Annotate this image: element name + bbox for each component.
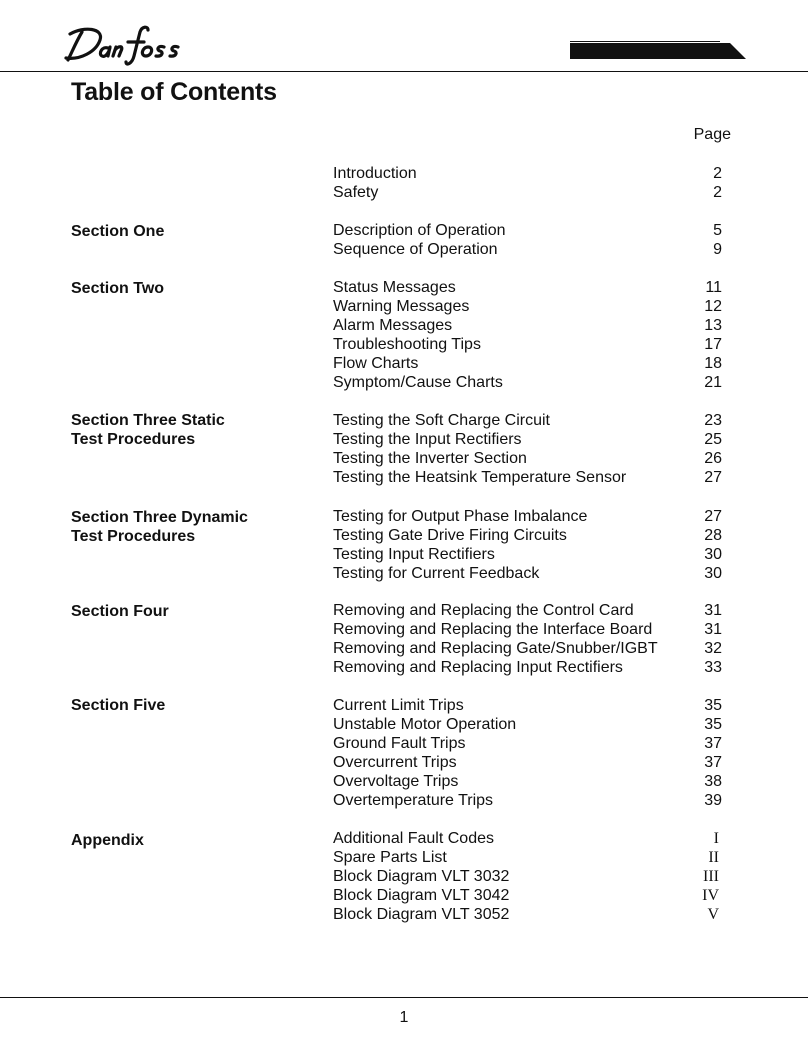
toc-entry <box>0 373 808 392</box>
footer-page-number: 1 <box>399 1009 409 1026</box>
toc-entry-page: II <box>708 849 719 866</box>
toc-entry-page: I <box>713 830 719 847</box>
toc-entry-page: III <box>703 868 719 885</box>
section-label-line: Section One <box>71 223 165 240</box>
toc-entry <box>0 240 808 259</box>
toc-entry-page: 26 <box>704 450 722 467</box>
toc-entry <box>0 658 808 677</box>
toc-entry <box>0 278 808 297</box>
section-label-line: Section Three Static <box>71 412 225 429</box>
toc-entry-page: 32 <box>704 640 722 657</box>
toc-entry-title: Testing Gate Drive Firing Circuits <box>333 527 567 544</box>
toc-entry <box>0 545 808 564</box>
toc-entry <box>0 316 808 335</box>
toc-entry <box>0 335 808 354</box>
toc-entry-title: Alarm Messages <box>333 317 453 334</box>
toc-entry-page: IV <box>702 887 719 904</box>
toc-entry-title: Block Diagram VLT 3042 <box>333 887 510 904</box>
section-label-line: Test Procedures <box>71 528 196 545</box>
toc-entry-title: Safety <box>333 184 379 201</box>
toc-entry <box>0 354 808 373</box>
toc-entry <box>0 715 808 734</box>
toc-entry-page: 37 <box>704 735 722 752</box>
section-label-line: Test Procedures <box>71 431 196 448</box>
toc-entry-page: 30 <box>704 546 722 563</box>
toc-entry-page: 38 <box>704 773 722 790</box>
toc-entry <box>0 696 808 715</box>
toc-entry <box>0 526 808 545</box>
toc-entry-page: 35 <box>704 697 722 714</box>
toc-entry-page: 18 <box>704 355 722 372</box>
toc-entry-title: Status Messages <box>333 279 456 296</box>
toc-entry-title: Ground Fault Trips <box>333 735 466 752</box>
toc-entry-title: Testing the Inverter Section <box>333 450 527 467</box>
toc-entry-title: Sequence of Operation <box>333 241 498 258</box>
toc-entry-page: V <box>707 906 719 923</box>
toc-entry-page: 31 <box>704 621 722 638</box>
toc-entry-page: 17 <box>704 336 722 353</box>
toc-entry-title: Testing the Soft Charge Circuit <box>333 412 550 429</box>
section-label-line: Section Four <box>71 603 169 620</box>
toc-entry-page: 30 <box>704 565 722 582</box>
section-label-line: Section Two <box>71 280 165 297</box>
toc-entry-page: 23 <box>704 412 722 429</box>
toc-entry <box>0 848 808 867</box>
section-label-line: Section Five <box>71 697 166 714</box>
toc-entry <box>0 601 808 620</box>
toc-entry-page: 2 <box>713 184 722 201</box>
toc-entry-title: Overtemperature Trips <box>333 792 494 809</box>
toc-entry-title: Testing the Input Rectifiers <box>333 431 522 448</box>
toc-entry-page: 25 <box>704 431 722 448</box>
toc-entry <box>0 221 808 240</box>
toc-entry <box>0 468 808 487</box>
toc-entry-page: 33 <box>704 659 722 676</box>
toc-entry-title: Flow Charts <box>333 355 419 372</box>
page-title: Table of Contents <box>71 78 277 106</box>
toc-entry-page: 9 <box>713 241 722 258</box>
toc-entry-title: Removing and Replacing Gate/Snubber/IGBT <box>333 640 658 657</box>
toc-entry-page: 37 <box>704 754 722 771</box>
toc-entry-page: 39 <box>704 792 722 809</box>
toc-entry-title: Testing the Heatsink Temperature Sensor <box>333 469 627 486</box>
page-column-header: Page <box>693 126 731 143</box>
toc-entry <box>0 639 808 658</box>
toc-entry-title: Removing and Replacing the Interface Board <box>333 621 653 638</box>
toc-entry-page: 13 <box>704 317 722 334</box>
toc-entry <box>0 791 808 810</box>
toc-entry-title: Block Diagram VLT 3052 <box>333 906 510 923</box>
toc-entry-title: Troubleshooting Tips <box>333 336 481 353</box>
toc-entry <box>0 829 808 848</box>
toc-entry <box>0 411 808 430</box>
toc-entry-title: Warning Messages <box>333 298 470 315</box>
toc-entry <box>0 183 808 202</box>
toc-entry-title: Testing for Output Phase Imbalance <box>333 508 588 525</box>
toc-entry <box>0 753 808 772</box>
toc-entry <box>0 772 808 791</box>
toc-entry-title: Symptom/Cause Charts <box>333 374 503 391</box>
toc-entry-title: Overcurrent Trips <box>333 754 457 771</box>
toc-entry-title: Spare Parts List <box>333 849 447 866</box>
toc-entry <box>0 430 808 449</box>
toc-entry <box>0 905 808 924</box>
section-label-line: Appendix <box>71 832 144 849</box>
toc-entry-page: 2 <box>713 165 722 182</box>
toc-entry-title: Removing and Replacing the Control Card <box>333 602 634 619</box>
toc-entry-page: 35 <box>704 716 722 733</box>
toc-entry-page: 27 <box>704 469 722 486</box>
toc-entry-page: 21 <box>704 374 722 391</box>
toc-entry-page: 28 <box>704 527 722 544</box>
toc-entry-title: Introduction <box>333 165 417 182</box>
header-rule <box>0 71 808 72</box>
toc-entry-title: Current Limit Trips <box>333 697 464 714</box>
toc-entry-title: Overvoltage Trips <box>333 773 459 790</box>
toc-entry-page: 5 <box>713 222 722 239</box>
toc-entry-page: 27 <box>704 508 722 525</box>
toc-entry <box>0 734 808 753</box>
footer-rule <box>0 997 808 998</box>
toc-entry-title: Removing and Replacing Input Rectifiers <box>333 659 623 676</box>
danfoss-logo <box>64 20 186 68</box>
toc-entry <box>0 297 808 316</box>
toc-entry <box>0 620 808 639</box>
toc-entry-page: 12 <box>704 298 722 315</box>
toc-entry <box>0 564 808 583</box>
toc-entry-title: Testing Input Rectifiers <box>333 546 495 563</box>
toc-entry <box>0 164 808 183</box>
toc-entry-title: Unstable Motor Operation <box>333 716 517 733</box>
toc-entry-title: Description of Operation <box>333 222 506 239</box>
toc-entry <box>0 867 808 886</box>
toc-entry <box>0 886 808 905</box>
toc-entry-page: 31 <box>704 602 722 619</box>
toc-entry <box>0 507 808 526</box>
toc-entry <box>0 449 808 468</box>
danfoss-logo-graphic <box>64 20 186 68</box>
toc-entry-page: 11 <box>705 279 722 296</box>
section-label-line: Section Three Dynamic <box>71 509 248 526</box>
toc-entry-title: Testing for Current Feedback <box>333 565 540 582</box>
toc-entry-title: Additional Fault Codes <box>333 830 494 847</box>
header-decorative-bar <box>570 39 746 63</box>
toc-entry-title: Block Diagram VLT 3032 <box>333 868 510 885</box>
